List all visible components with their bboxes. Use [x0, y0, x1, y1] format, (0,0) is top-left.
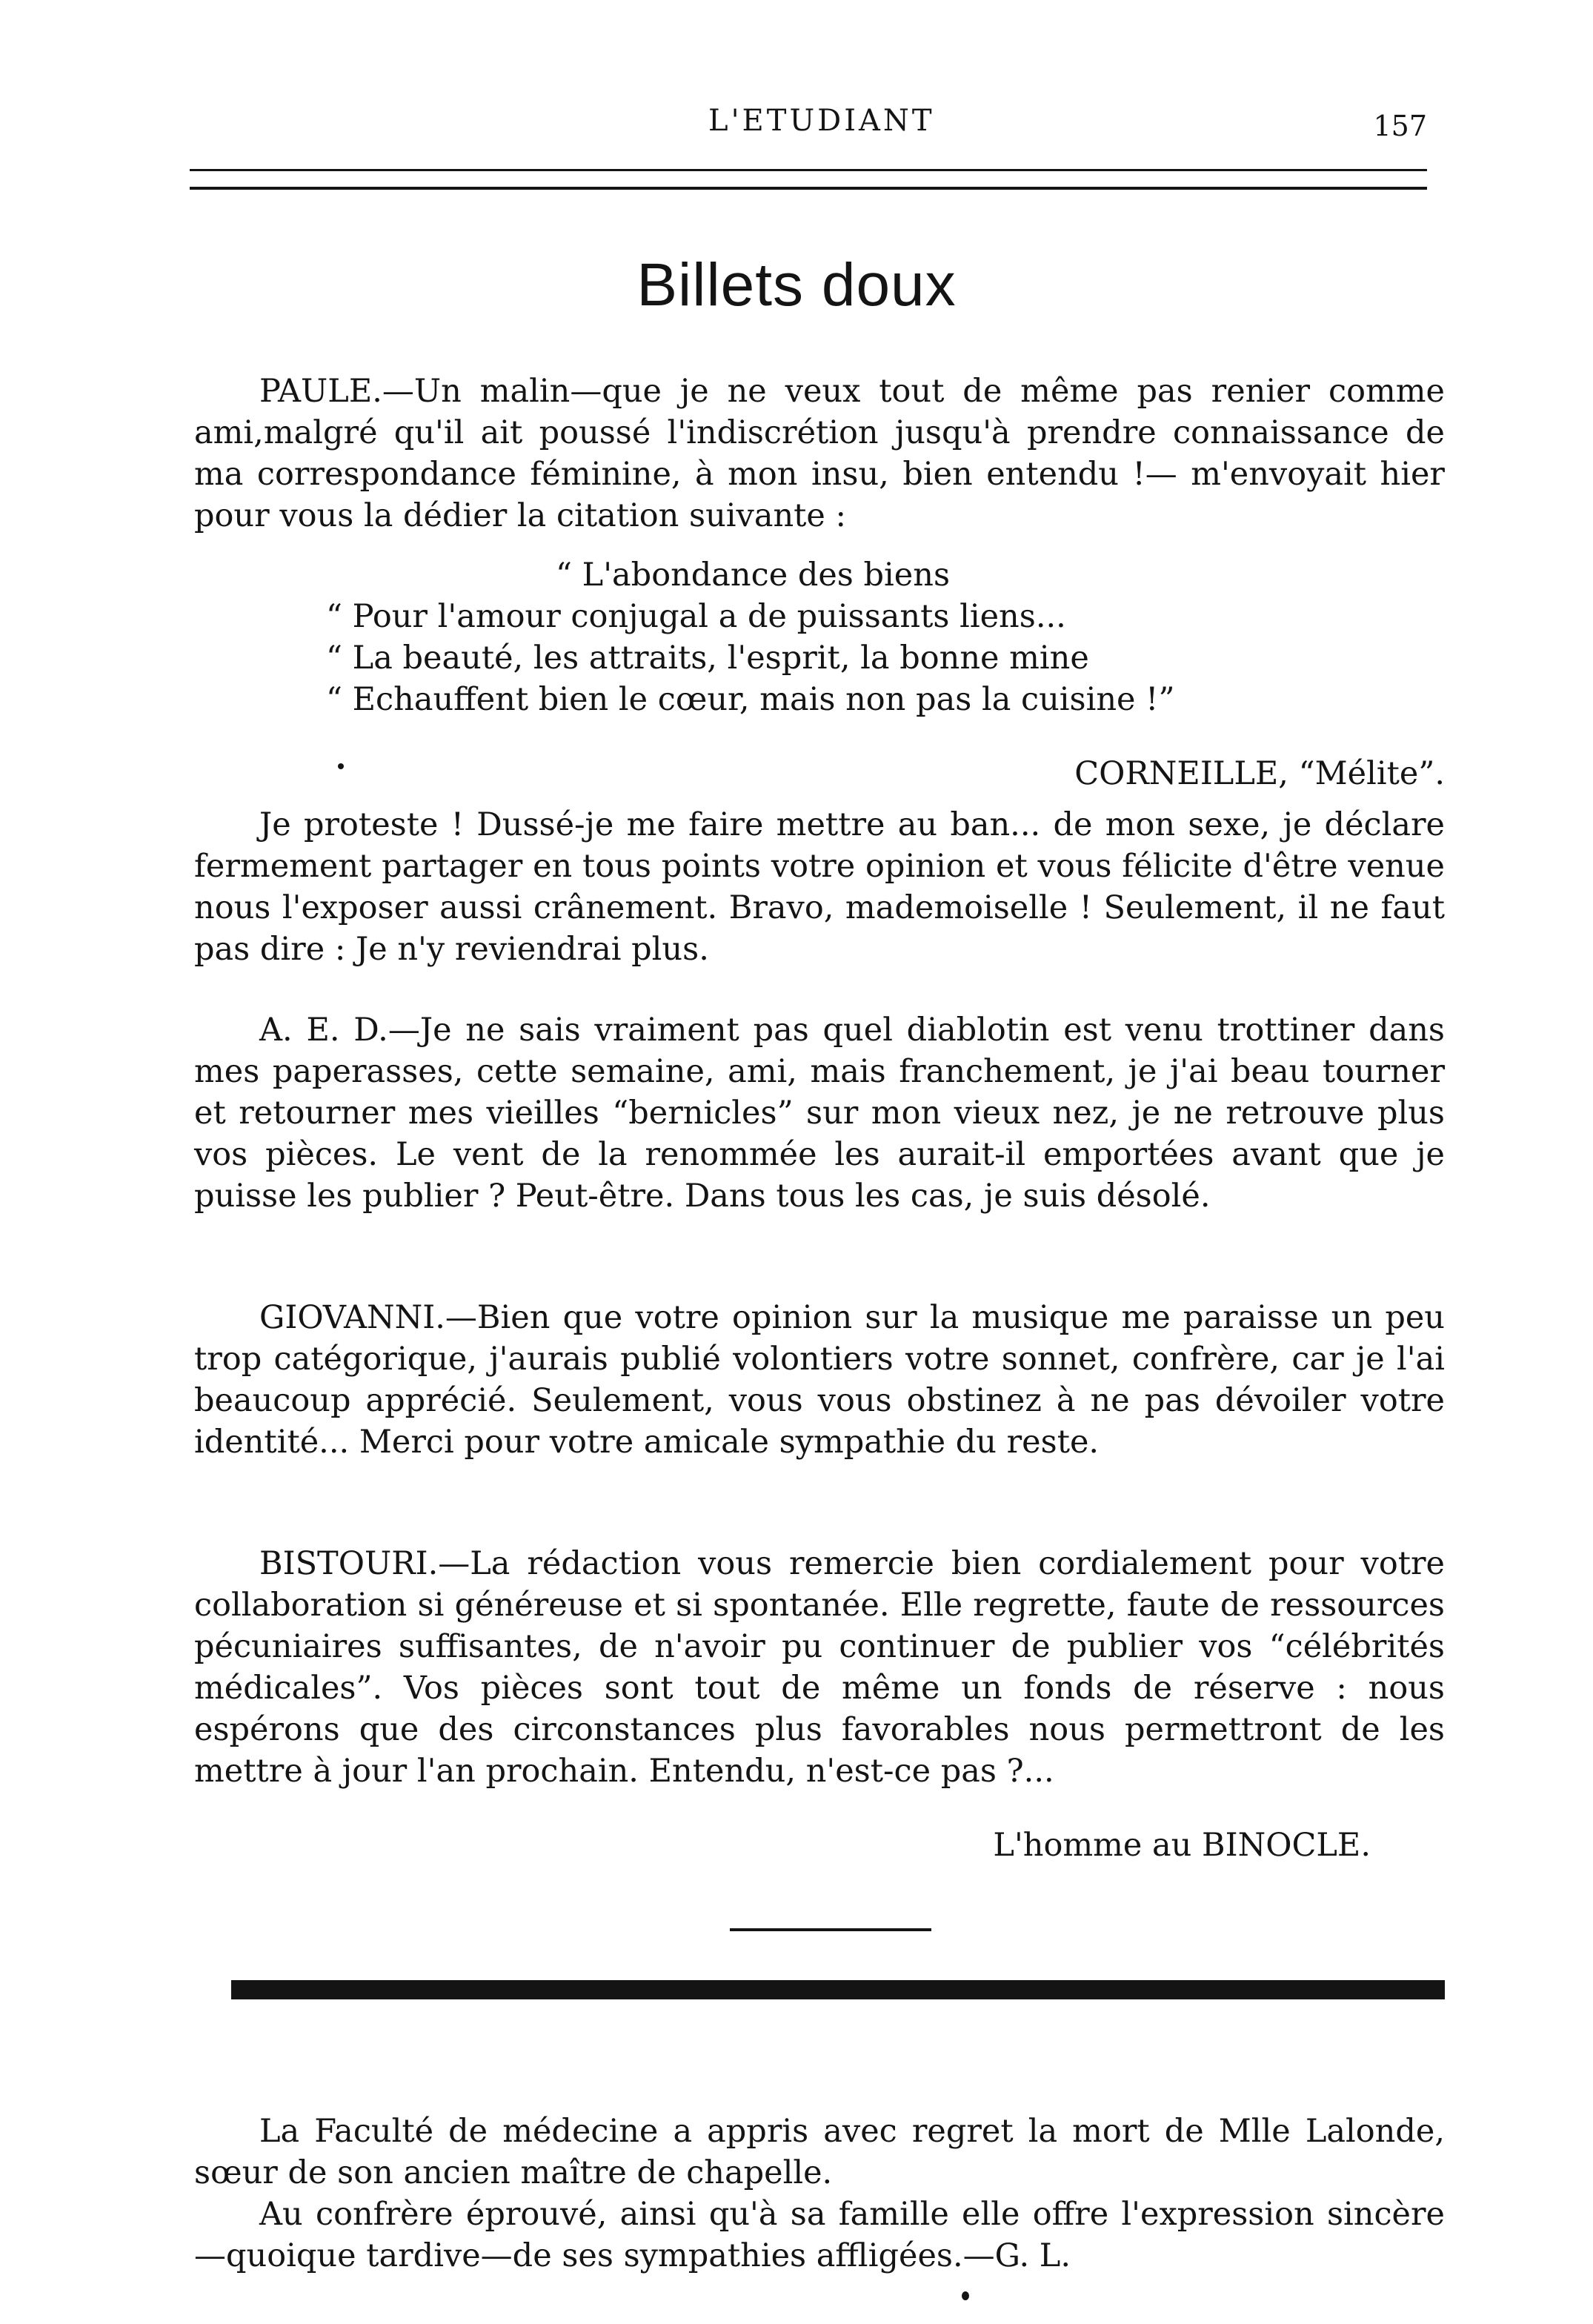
- reply-text: Je proteste ! Dussé-je me faire mettre au ban... de mon sexe, je déclare fermement partager en tous points votre opinion et vous félicite d'être venue nous l'exposer aussi crânement. Bravo, mademoiselle ! Seulement, il ne faut pas dire : Je n'y reviendrai plus.: [194, 806, 1445, 968]
- header-rule-thin: [190, 169, 1427, 171]
- page-number: 157: [1373, 110, 1427, 142]
- verse-line: “ Pour l'amour conjugal a de puissants liens...: [326, 598, 1066, 635]
- signature: L'homme au BINOCLE.: [993, 1827, 1371, 1864]
- verse-line: “ L'abondance des biens: [556, 557, 951, 594]
- letter-aed: [194, 1009, 1445, 1217]
- verse-quotation: [326, 554, 1215, 720]
- verse-line: “ La beauté, les attraits, l'esprit, la bonne mine: [326, 640, 1089, 677]
- letter-paule-text: PAULE.—Un malin—que je ne veux tout de même pas renier comme ami,malgré qu'il ait poussé l'indiscrétion jusqu'à prendre connaissance de ma correspondance féminine, à mon insu, bien entendu !— m'envoyait hier pour vous la dédier la citation suivante :: [194, 373, 1445, 534]
- print-speck: [962, 2291, 969, 2300]
- letter-aed-text: A. E. D.—Je ne sais vraiment pas quel diablotin est venu trottiner dans mes paperasses, cette semaine, ami, mais franchement, je j'ai beau tourner et retourner mes vieilles “bernicles” sur mon vieux nez, je ne retrouve plus vos pièces. Le vent de la renommée les aurait-il emportées avant que je puisse les publier ? Peut-être. Dans tous les cas, je suis désolé.: [194, 1012, 1445, 1215]
- letter-giovanni-text: GIOVANNI.—Bien que votre opinion sur la musique me paraisse un peu trop catégorique, j'aurais publié volontiers votre sonnet, confrère, car je l'ai beaucoup apprécié. Seulement, vous vous obstinez à ne pas dévoiler votre identité... Merci pour votre amicale sympathie du reste.: [194, 1299, 1445, 1461]
- heavy-rule: [231, 1980, 1445, 1999]
- letter-paule: [194, 371, 1445, 537]
- verse-citation: CORNEILLE, “Mélite”.: [1074, 755, 1445, 792]
- section-divider: [730, 1928, 931, 1931]
- section-title: Billets doux: [636, 251, 957, 319]
- obituary-notice: [194, 2111, 1445, 2277]
- letter-bistouri-text: BISTOURI.—La rédaction vous remercie bien cordialement pour votre collaboration si généreuse et si spontanée. Elle regrette, faute de ressources pécuniaires suffisantes, de n'avoir pu continuer de publier vos “célébrités médicales”. Vos pièces sont tout de même un fonds de réserve : nous espérons que des circonstances plus favorables nous permettront de les mettre à jour l'an prochain. Entendu, n'est-ce pas ?...: [194, 1545, 1445, 1790]
- letter-giovanni: [194, 1297, 1445, 1463]
- verse-line: “ Echauffent bien le cœur, mais non pas la cuisine !”: [326, 681, 1175, 718]
- running-title: L'ETUDIANT: [708, 104, 935, 138]
- running-head: [190, 104, 1427, 148]
- notice-line: Au confrère éprouvé, ainsi qu'à sa famille elle offre l'expression sincère—quoique tardive—de ses sympathies affligées.—G. L.: [194, 2196, 1445, 2274]
- reply-paragraph: [194, 804, 1445, 970]
- letter-bistouri: [194, 1543, 1445, 1792]
- notice-line: La Faculté de médecine a appris avec regret la mort de Mlle Lalonde, sœur de son ancien maître de chapelle.: [194, 2113, 1445, 2191]
- header-rule: [190, 187, 1427, 190]
